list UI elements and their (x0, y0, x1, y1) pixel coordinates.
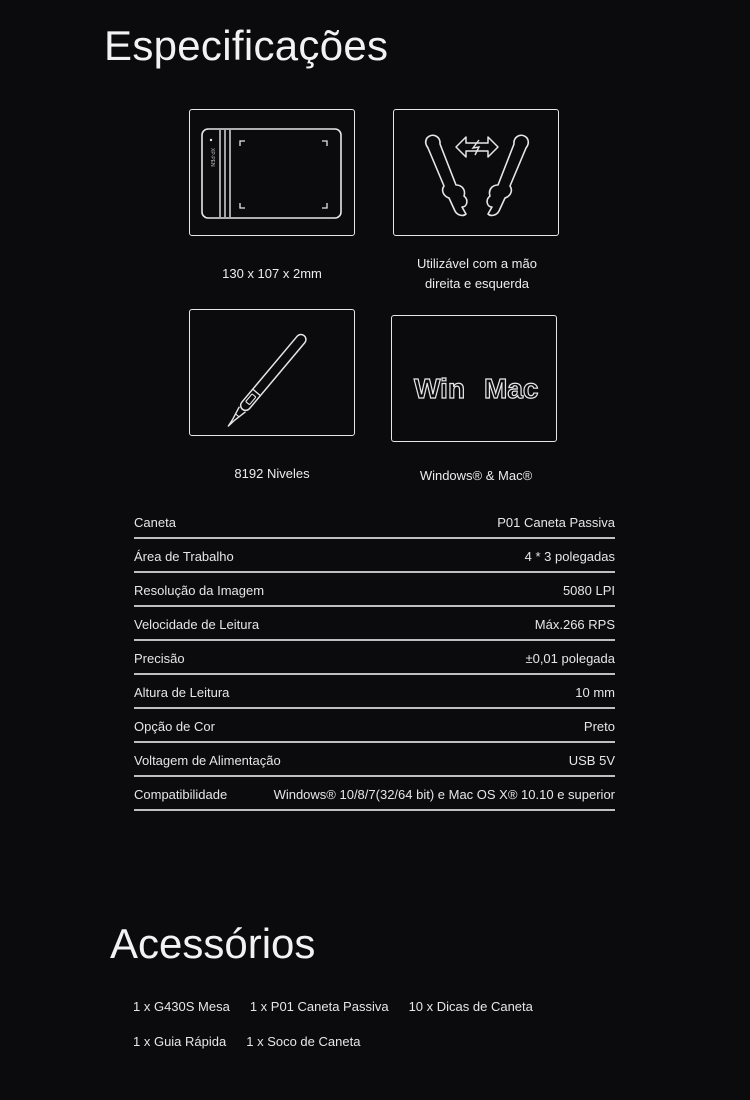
accessory-item: 1 x G430S Mesa (133, 999, 230, 1014)
accessories-line-1 (133, 999, 533, 1014)
accessories-title: Acessórios (110, 920, 316, 967)
spec-row-reading-height (134, 676, 615, 709)
spec-label: Resolução da Imagem (134, 582, 265, 598)
accessory-item: 1 x Guia Rápida (133, 1034, 227, 1049)
spec-row-work-area (134, 540, 615, 573)
spec-value: 4 * 3 polegadas (524, 548, 615, 564)
spec-value: P01 Caneta Passiva (497, 514, 615, 530)
os-tile (391, 315, 557, 442)
spec-label: Precisão (134, 650, 185, 666)
ambidextrous-caption (377, 254, 577, 294)
mac-label: Mac (484, 373, 539, 404)
spec-row-report-rate (134, 608, 615, 641)
ambidextrous-tile (393, 109, 559, 236)
spec-label: Velocidade de Leitura (134, 616, 260, 632)
spec-row-compatibility (134, 778, 615, 811)
spec-row-power (134, 744, 615, 777)
spec-value: 5080 LPI (562, 582, 615, 598)
spec-row-color (134, 710, 615, 743)
accessories-line-2 (133, 1034, 360, 1049)
spec-label: Compatibilidade (134, 786, 228, 802)
tablet-size-caption: 130 x 107 x 2mm (222, 266, 322, 281)
tablet-brand-text: XP-PEN (209, 148, 215, 167)
spec-value: USB 5V (568, 752, 615, 768)
pen-levels-caption: 8192 Niveles (234, 466, 310, 481)
tablet-icon (190, 110, 356, 237)
ambidextrous-caption-line1: Utilizável com a mão (417, 256, 537, 271)
accessory-item: 1 x Soco de Caneta (246, 1034, 361, 1049)
win-label: Win (414, 373, 466, 404)
spec-row-accuracy (134, 642, 615, 675)
spec-label: Voltagem de Alimentação (134, 752, 281, 768)
accessory-item: 10 x Dicas de Caneta (408, 999, 533, 1014)
ambidextrous-hands-icon (394, 110, 560, 237)
spec-value: 10 mm (575, 684, 615, 700)
spec-label: Área de Trabalho (134, 548, 234, 564)
spec-value: Windows® 10/8/7(32/64 bit) e Mac OS X® 10.10 e superior (273, 786, 615, 802)
spec-row-resolution (134, 574, 615, 607)
accessory-item: 1 x P01 Caneta Passiva (249, 999, 389, 1014)
spec-value: Máx.266 RPS (534, 616, 615, 632)
pen-icon (190, 310, 356, 437)
ambidextrous-caption-line2: direita e esquerda (424, 276, 530, 291)
os-caption: Windows® & Mac® (419, 468, 533, 483)
win-mac-icon (392, 316, 558, 443)
spec-value: Preto (583, 718, 615, 734)
pen-tile (189, 309, 355, 436)
tablet-tile (189, 109, 355, 236)
spec-label: Opção de Cor (134, 718, 215, 734)
spec-value: ±0,01 polegada (525, 650, 615, 666)
spec-table (134, 506, 615, 811)
spec-label: Altura de Leitura (134, 684, 230, 700)
spec-label: Caneta (134, 514, 176, 530)
specs-title: Especificações (104, 22, 389, 69)
spec-row-pen (134, 506, 615, 539)
